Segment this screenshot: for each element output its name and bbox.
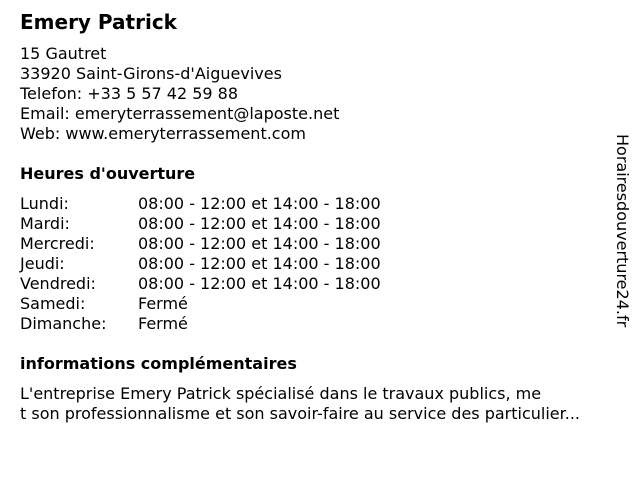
address-city: 33920 Saint-Girons-d'Aiguevives — [20, 64, 282, 83]
hours-value: 08:00 - 12:00 et 14:00 - 18:00 — [138, 214, 381, 233]
business-name: Emery Patrick — [20, 10, 177, 34]
info-heading: informations complémentaires — [20, 354, 297, 373]
day-label: Lundi: — [20, 194, 69, 213]
day-label: Mercredi: — [20, 234, 95, 253]
hours-value: 08:00 - 12:00 et 14:00 - 18:00 — [138, 254, 381, 273]
address-street: 15 Gautret — [20, 44, 107, 63]
email-address: Email: emeryterrassement@laposte.net — [20, 104, 340, 123]
hours-value: Fermé — [138, 314, 188, 333]
description-line: L'entreprise Emery Patrick spécialisé dans le travaux publics, me — [20, 384, 542, 403]
day-label: Vendredi: — [20, 274, 96, 293]
day-label: Dimanche: — [20, 314, 107, 333]
hours-value: 08:00 - 12:00 et 14:00 - 18:00 — [138, 274, 381, 293]
phone-number: Telefon: +33 5 57 42 59 88 — [20, 84, 239, 103]
contact-block — [20, 44, 339, 144]
watermark-text: Horairesdouverture24.fr — [613, 134, 632, 328]
day-label: Jeudi: — [20, 254, 65, 273]
day-label: Mardi: — [20, 214, 70, 233]
hours-value: 08:00 - 12:00 et 14:00 - 18:00 — [138, 234, 381, 253]
site-watermark — [612, 134, 632, 370]
description-line: t son professionnalisme et son savoir-faire au service des particulier... — [20, 404, 581, 423]
business-description — [20, 384, 632, 424]
hours-heading: Heures d'ouverture — [20, 164, 196, 183]
website: Web: www.emeryterrassement.com — [20, 124, 306, 143]
hours-value: 08:00 - 12:00 et 14:00 - 18:00 — [138, 194, 381, 213]
day-label: Samedi: — [20, 294, 86, 313]
hours-value: Fermé — [138, 294, 188, 313]
